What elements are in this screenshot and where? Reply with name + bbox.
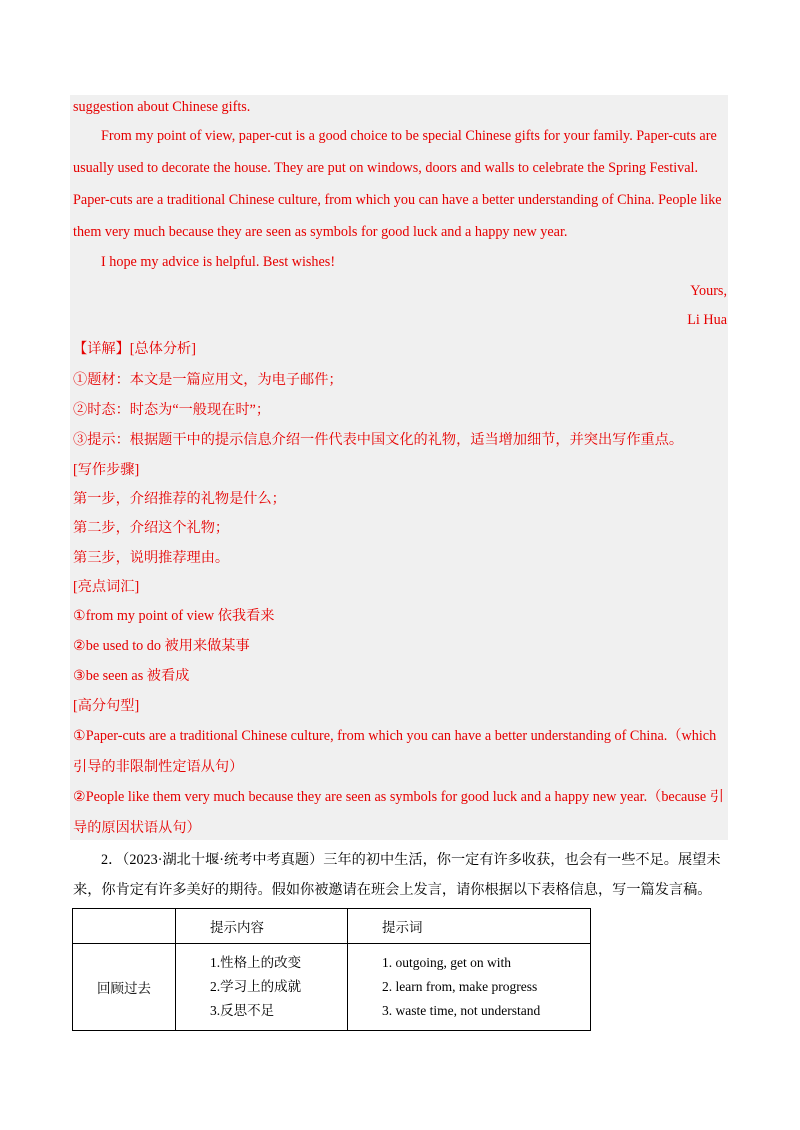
sentence-item: ①Paper-cuts are a traditional Chinese culture, from which you can have a better understanding of China.（which — [73, 728, 717, 744]
essay-line: From my point of view, paper-cut is a good choice to be special Chinese gifts for your family. Paper-cuts are — [101, 128, 717, 144]
essay-signature: Li Hua — [687, 312, 727, 328]
step-item: 第二步，介绍这个礼物； — [73, 520, 230, 536]
table-header-hints: 提示词 — [348, 909, 591, 944]
vocab-item: ①from my point of view 依我看来 — [73, 608, 275, 624]
hint-item: 3. waste time, not understand — [382, 1003, 541, 1018]
vocab-item: ③be seen as 被看成 — [73, 668, 190, 684]
steps-header: [写作步骤] — [73, 462, 140, 478]
table-row-label: 回顾过去 — [73, 944, 176, 1031]
sentence-header: [高分句型] — [73, 698, 140, 714]
essay-line: them very much because they are seen as symbols for good luck and a happy new year. — [73, 224, 568, 240]
hint-table — [72, 908, 591, 1031]
sentence-item: ②People like them very much because they are seen as symbols for good luck and a happy new year.（because 引 — [73, 789, 724, 805]
question-line: 来，你肯定有许多美好的期待。假如你被邀请在班会上发言，请你根据以下表格信息，写一篇发言稿。 — [73, 882, 712, 898]
sentence-item-cont: 导的原因状语从句） — [73, 820, 201, 836]
table-row — [73, 944, 591, 1031]
vocab-header: [亮点词汇] — [73, 579, 140, 595]
table-header-content: 提示内容 — [176, 909, 348, 944]
question-line: 2．（2023·湖北十堰·统考中考真题）三年的初中生活，你一定有许多收获，也会有一些不足。展望未 — [101, 852, 721, 868]
vocab-item: ②be used to do 被用来做某事 — [73, 638, 250, 654]
table-header-row — [73, 909, 591, 944]
hint-item: 1. outgoing, get on with — [382, 955, 511, 970]
table-hints-cell — [348, 944, 591, 1031]
analysis-item: ③提示：根据题干中的提示信息介绍一件代表中国文化的礼物，适当增加细节，并突出写作重点。 — [73, 432, 684, 448]
content-item: 3.反思不足 — [210, 1003, 275, 1018]
analysis-item: ①题材：本文是一篇应用文，为电子邮件； — [73, 372, 343, 388]
essay-line: Paper-cuts are a traditional Chinese culture, from which you can have a better understanding of China. People like — [73, 192, 722, 208]
essay-line: I hope my advice is helpful. Best wishes! — [101, 254, 336, 270]
essay-line: usually used to decorate the house. They are put on windows, doors and walls to celebrate the Spring Festival. — [73, 160, 699, 176]
table-contents-cell — [176, 944, 348, 1031]
step-item: 第一步，介绍推荐的礼物是什么； — [73, 491, 286, 507]
essay-line: suggestion about Chinese gifts. — [73, 99, 251, 115]
content-item: 2.学习上的成就 — [210, 979, 302, 994]
table-header-empty — [73, 909, 176, 944]
analysis-item: ②时态：时态为“一般现在时”； — [73, 402, 271, 418]
sentence-item-cont: 引导的非限制性定语从句） — [73, 759, 244, 775]
hint-item: 2. learn from, make progress — [382, 979, 538, 994]
content-item: 1.性格上的改变 — [210, 955, 302, 970]
analysis-header: 【详解】[总体分析] — [73, 341, 196, 357]
essay-closing: Yours, — [690, 283, 727, 299]
step-item: 第三步，说明推荐理由。 — [73, 550, 230, 566]
